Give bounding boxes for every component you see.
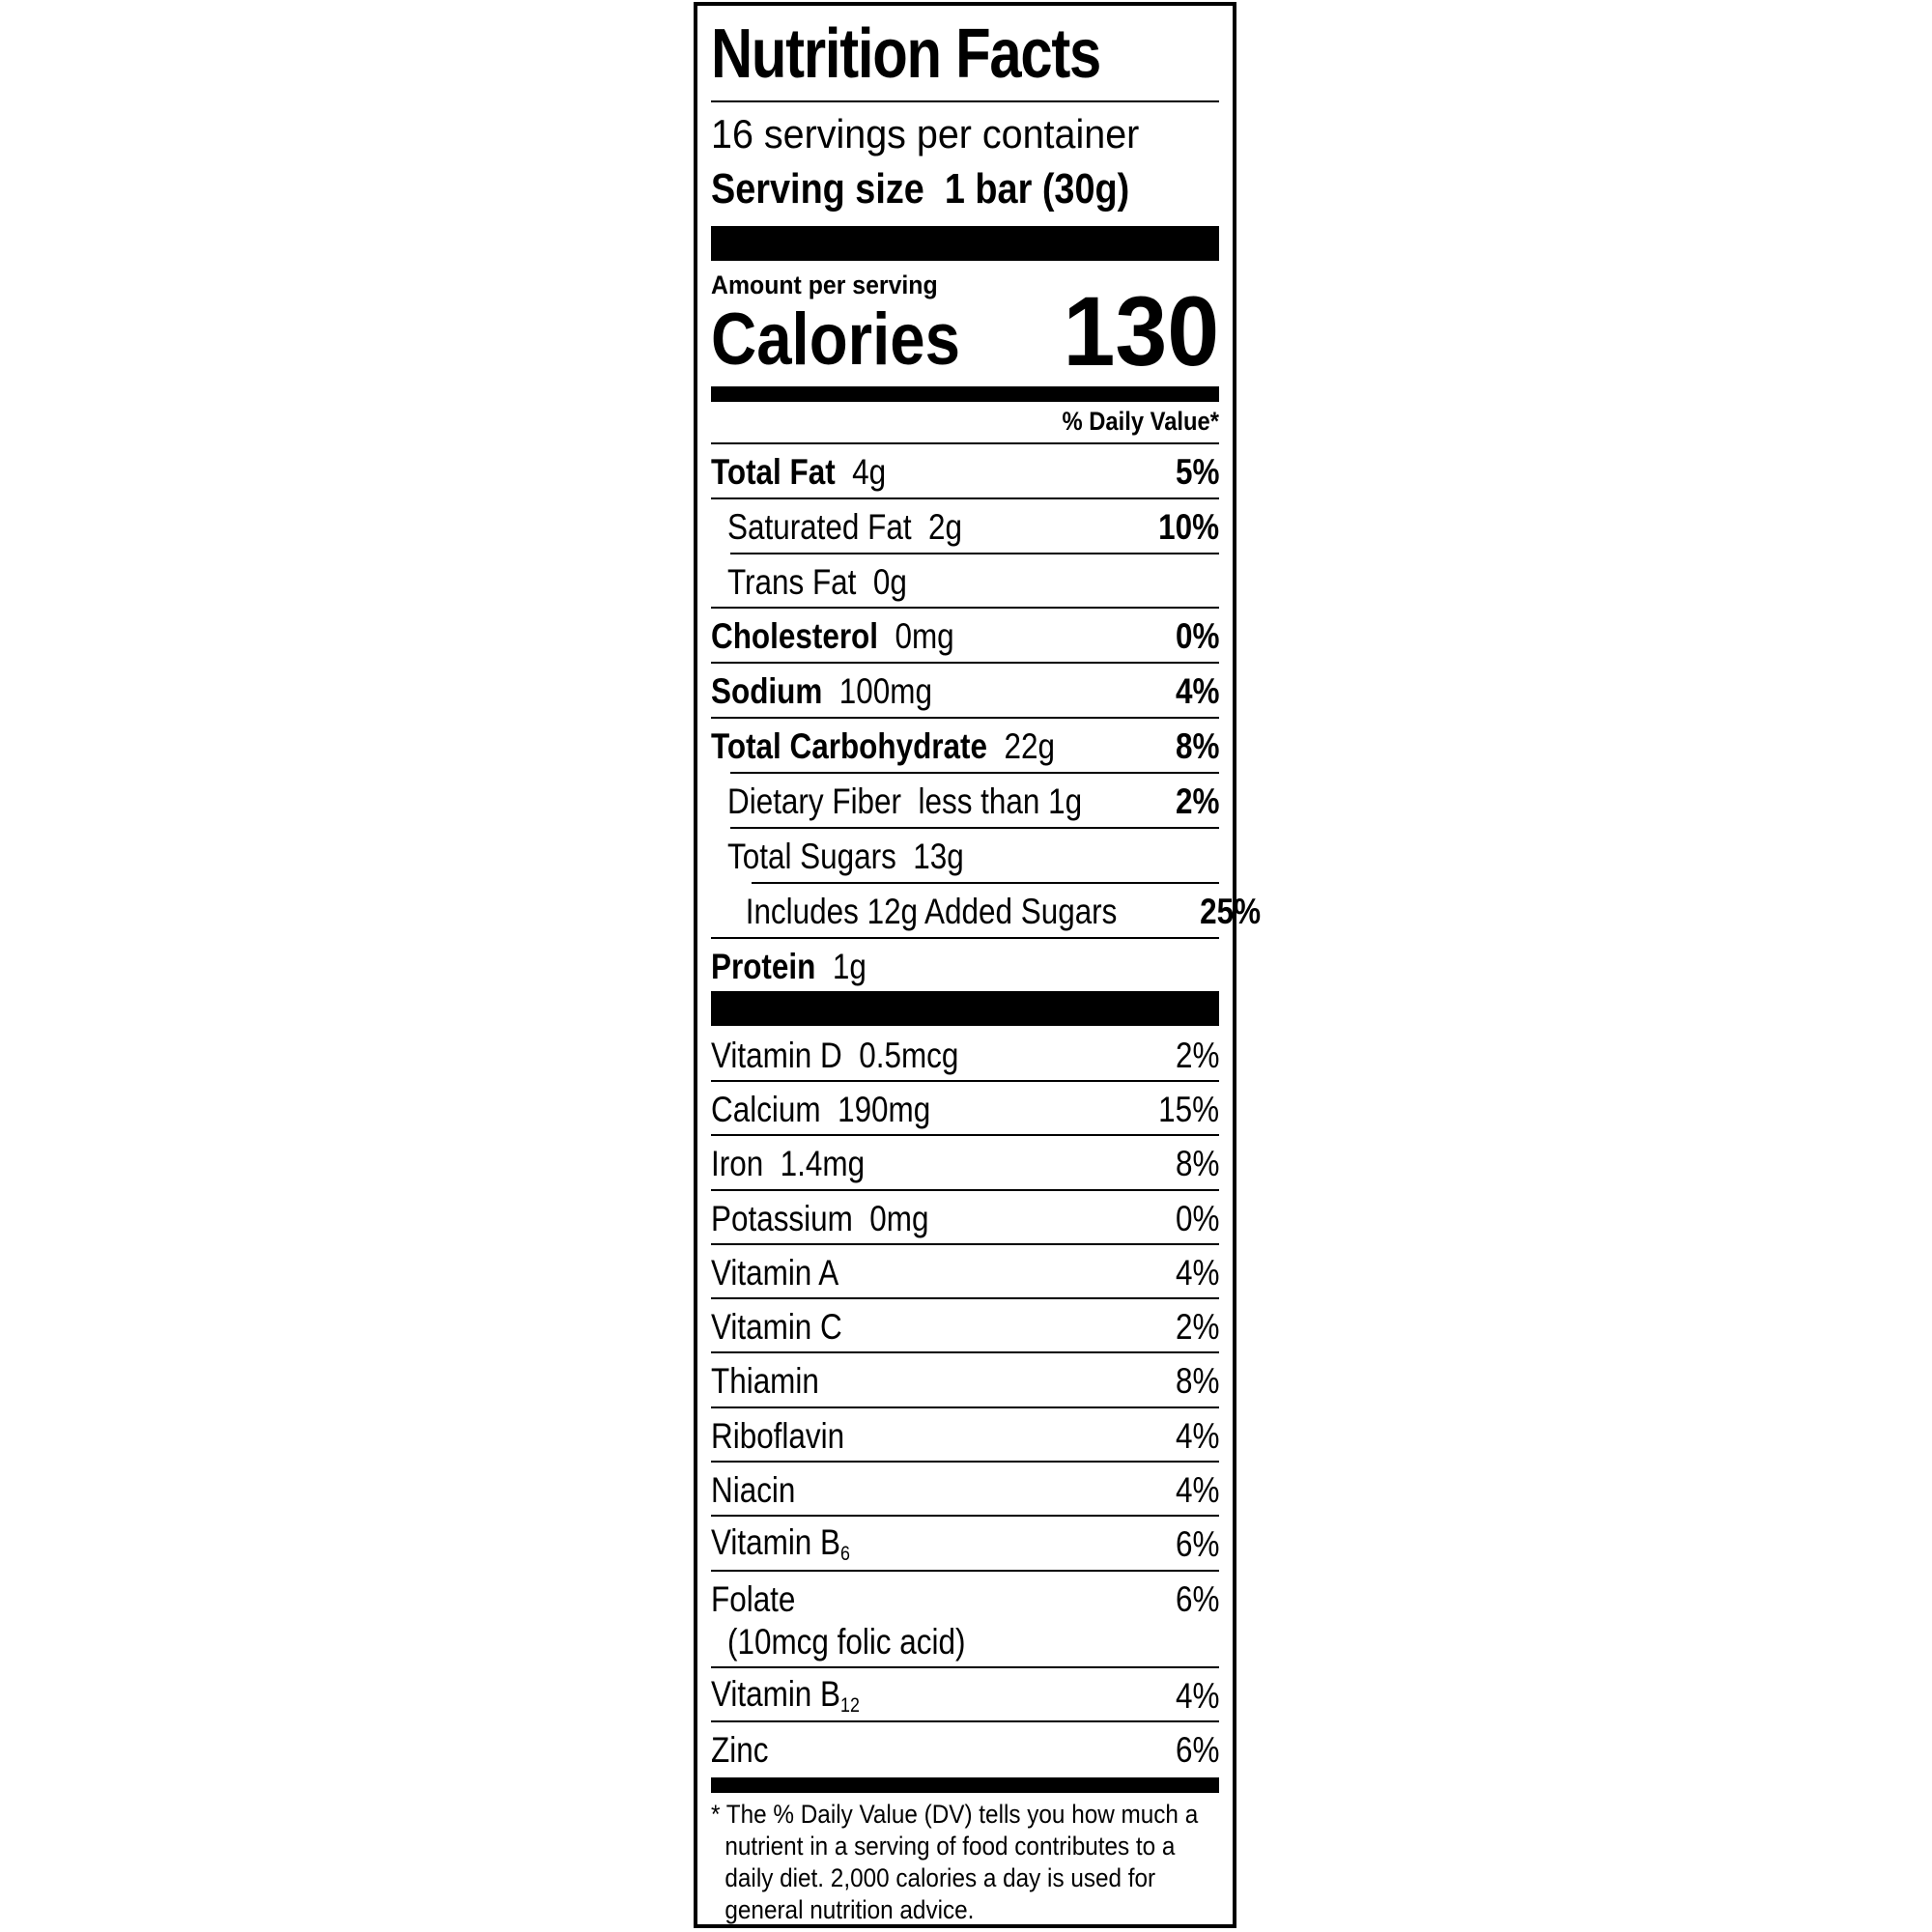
divider — [711, 100, 1219, 102]
nutrient-dv: 5% — [1175, 451, 1219, 492]
vitamin-name: Vitamin B — [711, 1521, 841, 1562]
serving-size — [711, 165, 1148, 213]
nutrient-row-saturated-fat — [711, 499, 1219, 554]
vitamin-row-iron — [711, 1136, 1219, 1190]
vitamin-dv: 4% — [1175, 1415, 1219, 1456]
nutrient-amount: 1g — [832, 946, 867, 986]
calories-label: Calories — [711, 298, 960, 381]
vitamin-name: Niacin — [711, 1469, 796, 1510]
vitamin-amount: 0mg — [869, 1198, 929, 1238]
vitamin-dv: 0% — [1175, 1198, 1219, 1238]
daily-value-footnote — [711, 1799, 1207, 1926]
nutrient-row-protein — [711, 939, 1219, 993]
vitamin-note: (10mcg folic acid) — [727, 1621, 966, 1662]
nutrient-dv: 25% — [1199, 891, 1261, 931]
medium-divider — [711, 1777, 1219, 1793]
amount-per-serving: Amount per serving — [711, 270, 938, 299]
serving-size-label: Serving size — [711, 165, 924, 213]
vitamin-dv: 6% — [1175, 1578, 1219, 1619]
vitamin-dv: 4% — [1175, 1469, 1219, 1510]
vitamin-dv: 6% — [1175, 1523, 1219, 1564]
daily-value-header: % Daily Value* — [1062, 407, 1219, 436]
servings-per-container: 16 servings per container — [711, 111, 1140, 156]
vitamin-name: Calcium — [711, 1089, 821, 1129]
nutrient-name: Total Fat — [711, 451, 836, 492]
vitamin-dv: 15% — [1158, 1089, 1219, 1129]
nutrient-amount: 4g — [852, 451, 887, 492]
vitamin-folate-note-row — [711, 1614, 1219, 1668]
vitamin-dv: 4% — [1175, 1675, 1219, 1716]
vitamin-dv: 4% — [1175, 1252, 1219, 1293]
vitamin-subscript: 6 — [840, 1542, 850, 1565]
vitamin-dv: 2% — [1175, 1035, 1219, 1075]
vitamin-amount: 190mg — [838, 1089, 931, 1129]
nutrient-row-dietary-fiber — [711, 774, 1219, 828]
nutrient-name: Sodium — [711, 670, 823, 711]
vitamin-amount: 0.5mcg — [859, 1035, 959, 1075]
nutrient-dv: 8% — [1175, 725, 1219, 766]
vitamin-name: Zinc — [711, 1729, 769, 1770]
thick-divider — [711, 991, 1219, 1026]
serving-size-value: 1 bar (30g) — [944, 165, 1130, 213]
nutrient-row-total-carbohydrate — [711, 719, 1219, 773]
medium-divider — [711, 386, 1219, 402]
vitamin-row-zinc — [711, 1722, 1219, 1776]
vitamin-subscript: 12 — [840, 1693, 860, 1717]
vitamin-row-potassium — [711, 1191, 1219, 1245]
nutrition-facts-panel — [694, 2, 1261, 1928]
nutrient-name: Cholesterol — [711, 615, 879, 656]
label-title: Nutrition Facts — [711, 15, 1100, 93]
footnote-line: daily diet. 2,000 calories a day is used for — [724, 1863, 1156, 1892]
footnote-line: * The % Daily Value (DV) tells you how much a — [711, 1800, 1199, 1829]
nutrient-amount: 13g — [913, 836, 964, 876]
nutrient-dv: 10% — [1158, 506, 1219, 547]
vitamin-dv: 8% — [1175, 1143, 1219, 1183]
vitamin-dv: 2% — [1175, 1306, 1219, 1347]
vitamin-name: Folate — [711, 1578, 796, 1619]
thick-divider — [711, 226, 1219, 261]
nutrient-row-total-fat — [711, 444, 1219, 498]
vitamin-row-vitamin-d — [711, 1028, 1219, 1082]
nutrient-amount: 0g — [872, 561, 907, 602]
vitamin-row-vitamin-c — [711, 1299, 1219, 1353]
vitamin-dv: 8% — [1175, 1360, 1219, 1401]
nutrient-amount: 22g — [1004, 725, 1055, 766]
vitamin-amount: 1.4mg — [780, 1143, 866, 1183]
nutrient-amount: 100mg — [838, 670, 932, 711]
vitamin-name: Iron — [711, 1143, 764, 1183]
vitamin-name: Riboflavin — [711, 1415, 845, 1456]
nutrient-name: Dietary Fiber — [727, 781, 902, 821]
nutrient-amount: 2g — [928, 506, 963, 547]
vitamin-name: Vitamin D — [711, 1035, 842, 1075]
vitamin-row-vitamin-b12 — [711, 1668, 1219, 1722]
vitamin-row-vitamin-b6 — [711, 1517, 1219, 1571]
vitamin-row-niacin — [711, 1463, 1219, 1517]
nutrient-amount: less than 1g — [918, 781, 1083, 821]
nutrient-name: Includes 12g Added Sugars — [745, 891, 1118, 931]
vitamin-name: Vitamin C — [711, 1306, 842, 1347]
footnote-line: nutrient in a serving of food contributes to a — [724, 1832, 1176, 1861]
nutrient-row-sodium — [711, 664, 1219, 718]
nutrient-amount: 0mg — [895, 615, 954, 656]
footnote-line: general nutrition advice. — [724, 1895, 975, 1924]
nutrient-row-added-sugars — [711, 884, 1261, 938]
nutrient-row-trans-fat — [711, 554, 1219, 609]
nutrient-dv: 0% — [1175, 615, 1219, 656]
nutrient-name: Total Carbohydrate — [711, 725, 987, 766]
vitamin-name: Thiamin — [711, 1360, 819, 1401]
nutrient-name: Total Sugars — [727, 836, 896, 876]
nutrient-name: Saturated Fat — [727, 506, 912, 547]
vitamin-name: Vitamin B — [711, 1673, 841, 1714]
vitamin-row-vitamin-a — [711, 1245, 1219, 1299]
nutrient-name: Protein — [711, 946, 816, 986]
calories-value: 130 — [1063, 276, 1219, 386]
nutrient-row-cholesterol — [711, 609, 1219, 663]
nutrient-name: Trans Fat — [727, 561, 857, 602]
vitamin-dv: 6% — [1175, 1729, 1219, 1770]
nutrient-dv: 2% — [1175, 781, 1219, 821]
vitamin-row-thiamin — [711, 1353, 1219, 1407]
nutrient-dv: 4% — [1175, 670, 1219, 711]
vitamin-name: Vitamin A — [711, 1252, 839, 1293]
nutrient-row-total-sugars — [711, 829, 1219, 883]
vitamin-row-calcium — [711, 1082, 1219, 1136]
vitamin-name: Potassium — [711, 1198, 853, 1238]
vitamin-row-riboflavin — [711, 1408, 1219, 1463]
